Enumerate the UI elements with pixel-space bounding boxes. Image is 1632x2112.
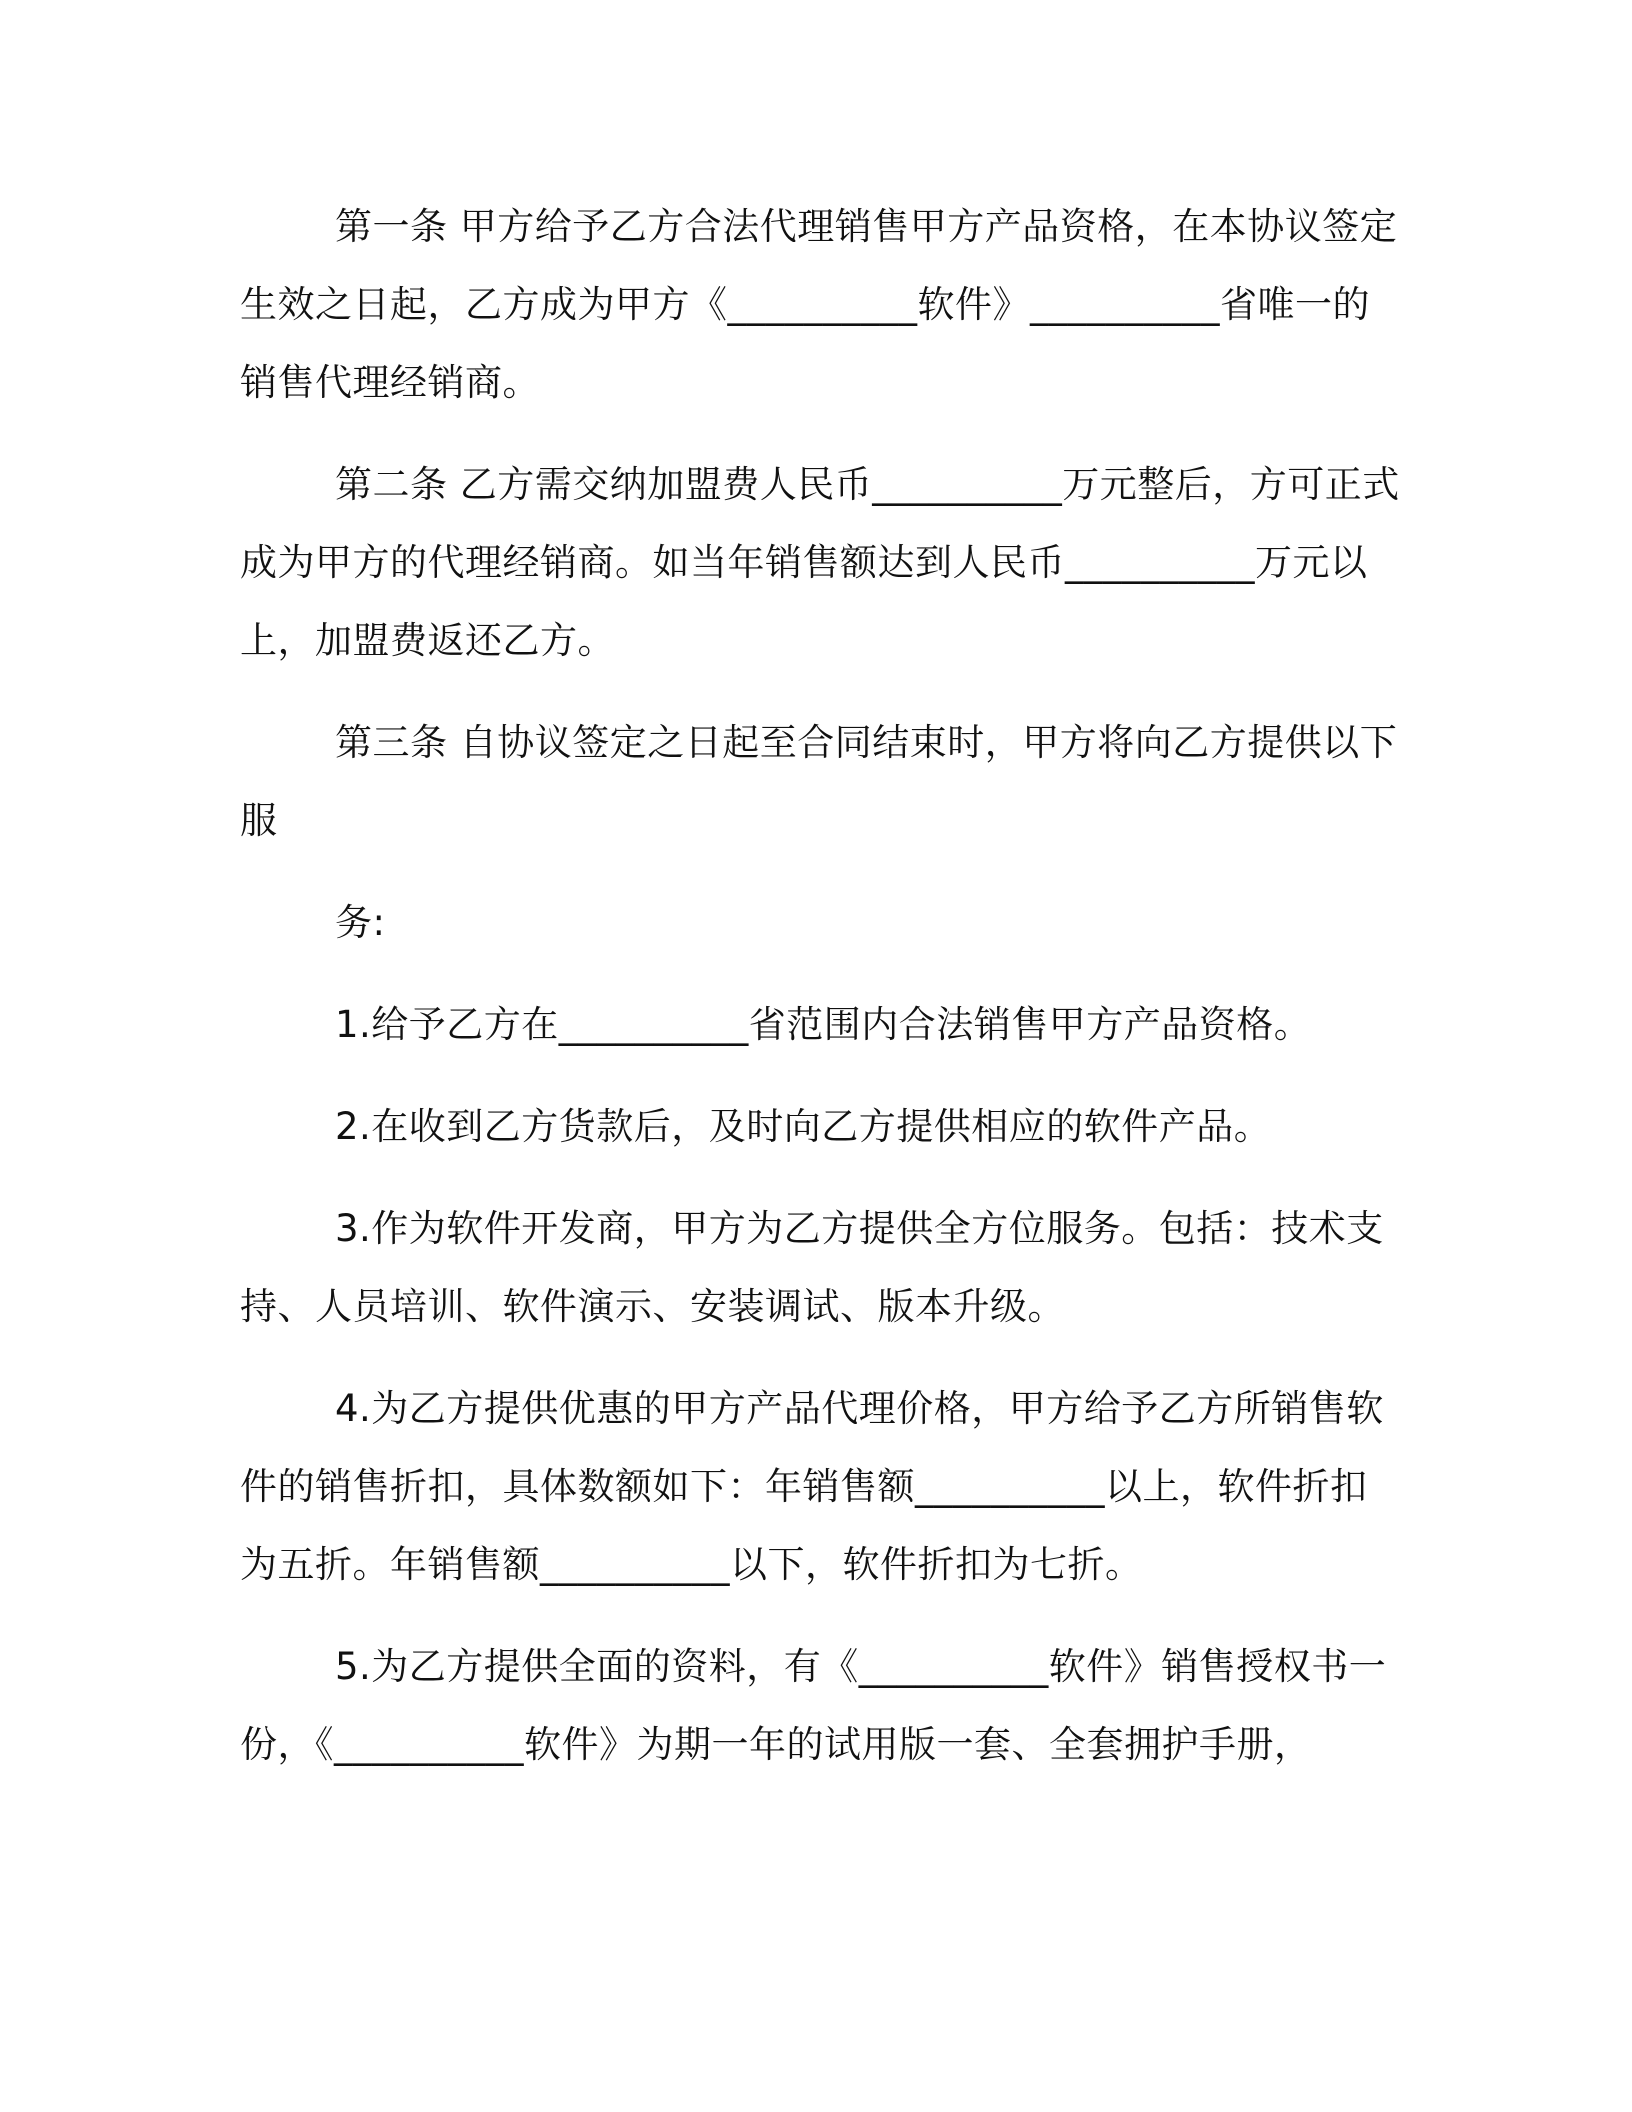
list-item-3 [240,1190,1400,1346]
clause-3-line-2: 服 [240,799,278,842]
clause-2-line-2: 成为甲方的代理经销商。如当年销售额达到人民币__________万元以 [240,541,1368,584]
list-item-1 [240,986,1400,1064]
list-item-2-line-1: 2.在收到乙方货款后，及时向乙方提供相应的软件产品。 [335,1105,1272,1148]
clause-1-line-2: 生效之日起，乙方成为甲方《__________软件》__________省唯一的 [240,283,1370,326]
list-item-4-line-1: 4.为乙方提供优惠的甲方产品代理价格，甲方给予乙方所销售软 [335,1387,1384,1430]
list-item-4-line-3: 为五折。年销售额__________以下，软件折扣为七折。 [240,1543,1143,1586]
list-item-4-line-2: 件的销售折扣，具体数额如下：年销售额__________以上，软件折扣 [240,1465,1368,1508]
document-page [240,188,1400,1784]
clause-3-continuation [240,884,1400,962]
clause-2-line-3: 上，加盟费返还乙方。 [240,619,615,662]
list-item-2 [240,1088,1400,1166]
clause-2 [240,446,1400,680]
list-item-4 [240,1370,1400,1604]
list-item-1-line-1: 1.给予乙方在__________省范围内合法销售甲方产品资格。 [335,1003,1312,1046]
list-item-5 [240,1628,1400,1784]
list-item-5-line-1: 5.为乙方提供全面的资料，有《__________软件》销售授权书一 [335,1645,1387,1688]
clause-1 [240,188,1400,422]
clause-1-line-1: 第一条 甲方给予乙方合法代理销售甲方产品资格，在本协议签定 [335,205,1398,248]
clause-3 [240,704,1400,860]
list-item-3-line-1: 3.作为软件开发商，甲方为乙方提供全方位服务。包括：技术支 [335,1207,1384,1250]
list-item-3-line-2: 持、人员培训、软件演示、安装调试、版本升级。 [240,1285,1065,1328]
clause-1-line-3: 销售代理经销商。 [240,361,540,404]
list-item-5-line-2: 份，《__________软件》为期一年的试用版一套、全套拥护手册， [240,1723,1312,1766]
clause-2-line-1: 第二条 乙方需交纳加盟费人民币__________万元整后，方可正式 [335,463,1400,506]
clause-3-continuation-text: 务: [335,901,386,944]
clause-3-line-1: 第三条 自协议签定之日起至合同结束时，甲方将向乙方提供以下 [335,721,1398,764]
